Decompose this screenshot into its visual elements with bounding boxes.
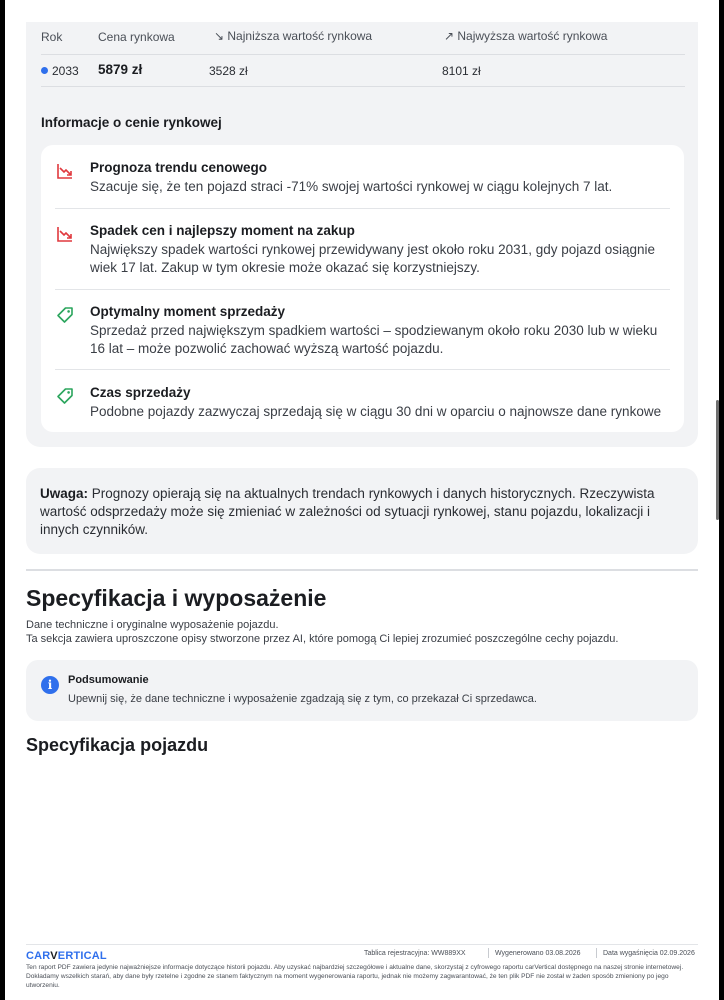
- generated-date: Wygenerowano 03.08.2026: [495, 950, 581, 957]
- col-market-price: Cena rynkowa: [98, 30, 175, 44]
- summary-card: [26, 660, 698, 721]
- trend-down-icon: [56, 162, 74, 180]
- row-market-price: 5879 zł: [98, 62, 143, 77]
- table-divider: [41, 86, 685, 87]
- col-year: Rok: [41, 30, 63, 44]
- col-lowest: ↘ Najniższa wartość rynkowa: [214, 29, 373, 43]
- summary-title: Podsumowanie: [68, 674, 149, 686]
- carvertical-logo: CARVERTICAL: [26, 950, 107, 962]
- col-highest: ↗ Najwyższa wartość rynkowa: [444, 29, 608, 43]
- note-body: Prognozy opierają się na aktualnych trendach rynkowych i danych historycznych. Rzeczywista wartość odsprzedaży może się zmieniać w zależności od sytuacji rynkowej, stanu pojazdu, lokalizacji i innych czynników.: [40, 486, 655, 537]
- scrollbar[interactable]: [716, 400, 719, 520]
- info-item-desc: Szacuje się, że ten pojazd straci -71% swojej wartości rynkowej w ciągu kolejnych 7 lat.: [90, 179, 613, 194]
- trend-down-icon: [56, 225, 74, 243]
- info-item-price-trend: [55, 160, 670, 200]
- info-item-desc: Podobne pojazdy zazwyczaj sprzedają się w ciągu 30 dni w oparciu o najnowsze dane rynkowe: [90, 404, 662, 419]
- table-divider: [41, 54, 685, 55]
- spec-subtitle-line: Dane techniczne i oryginalne wyposażenie pojazdu.: [26, 619, 279, 631]
- summary-text: Upewnij się, że dane techniczne i wyposażenie zgadzają się z tym, co przekazał Ci sprzedawca.: [68, 693, 537, 705]
- series-dot: [41, 67, 48, 74]
- info-divider: [55, 369, 670, 370]
- info-item-title: Spadek cen i najlepszy moment na zakup: [90, 223, 355, 238]
- section-divider: [26, 569, 698, 571]
- table-row: [26, 56, 698, 86]
- expiry-date: Data wygaśnięcia 02.09.2026: [603, 950, 695, 957]
- info-item-best-buy: [55, 223, 670, 281]
- price-table-header: [26, 22, 698, 54]
- note-label: Uwaga:: [40, 486, 89, 501]
- row-highest: 8101 zł: [442, 64, 481, 78]
- info-item-title: Czas sprzedaży: [90, 385, 191, 400]
- footer-disclaimer: Ten raport PDF zawiera jedynie najważniejsze informacje dotyczące historii pojazdu. Aby uzyskać najbardziej szczegółowe i aktualne dane, skorzystaj z cyfrowego raportu carVertical dostępnego na naszej stronie internetowej. Dokładamy wszelkich starań, aby dane były rzetelne i zgodne ze stanem faktycznym na moment wygenerowania raportu, jednak nie możemy zagwarantować, że ten plik PDF nie został w żaden sposób zmieniony po jego utworzeniu.: [26, 964, 684, 989]
- meta-separator: [596, 948, 597, 958]
- info-divider: [55, 289, 670, 290]
- forecast-note: [26, 468, 698, 554]
- info-item-desc: Sprzedaż przed największym spadkiem wartości – spodziewanym około roku 2030 lub w wieku 16 lat – może pozwolić zachować wyższą wartość pojazdu.: [90, 323, 658, 356]
- spec-title: Specyfikacja i wyposażenie: [26, 585, 327, 611]
- market-price-card: [26, 22, 698, 447]
- market-info-list: [41, 145, 684, 432]
- spec-subtitle-line: Ta sekcja zawiera uproszczone opisy stworzone przez AI, które pomogą Ci lepiej zrozumieć poszczególne cechy pojazdu.: [26, 633, 619, 645]
- info-divider: [55, 208, 670, 209]
- price-tag-icon: [56, 306, 74, 324]
- meta-separator: [488, 948, 489, 958]
- spec-subtitle: [26, 618, 696, 646]
- row-year: 2033: [41, 64, 79, 78]
- info-item-title: Prognoza trendu cenowego: [90, 160, 268, 175]
- report-footer: [26, 944, 698, 1000]
- info-item-desc: Największy spadek wartości rynkowej przewidywany jest około roku 2031, gdy pojazd osiągnie wiek 17 lat. Zakup w tym okresie może okazać się korzystniejszy.: [90, 242, 656, 275]
- price-tag-icon: [56, 387, 74, 405]
- row-lowest: 3528 zł: [209, 64, 248, 78]
- report-page: [5, 0, 719, 1000]
- info-item-sale-time: [55, 385, 670, 425]
- market-info-title: Informacje o cenie rynkowej: [41, 115, 222, 130]
- note-text: [40, 485, 680, 539]
- info-item-optimal-sale: [55, 304, 670, 362]
- info-icon: i: [41, 676, 59, 694]
- info-item-title: Optymalny moment sprzedaży: [90, 304, 286, 319]
- plate-number: Tablica rejestracyjna: WW889XX: [364, 950, 466, 957]
- vehicle-spec-title: Specyfikacja pojazdu: [26, 735, 209, 755]
- footer-divider: [26, 944, 698, 945]
